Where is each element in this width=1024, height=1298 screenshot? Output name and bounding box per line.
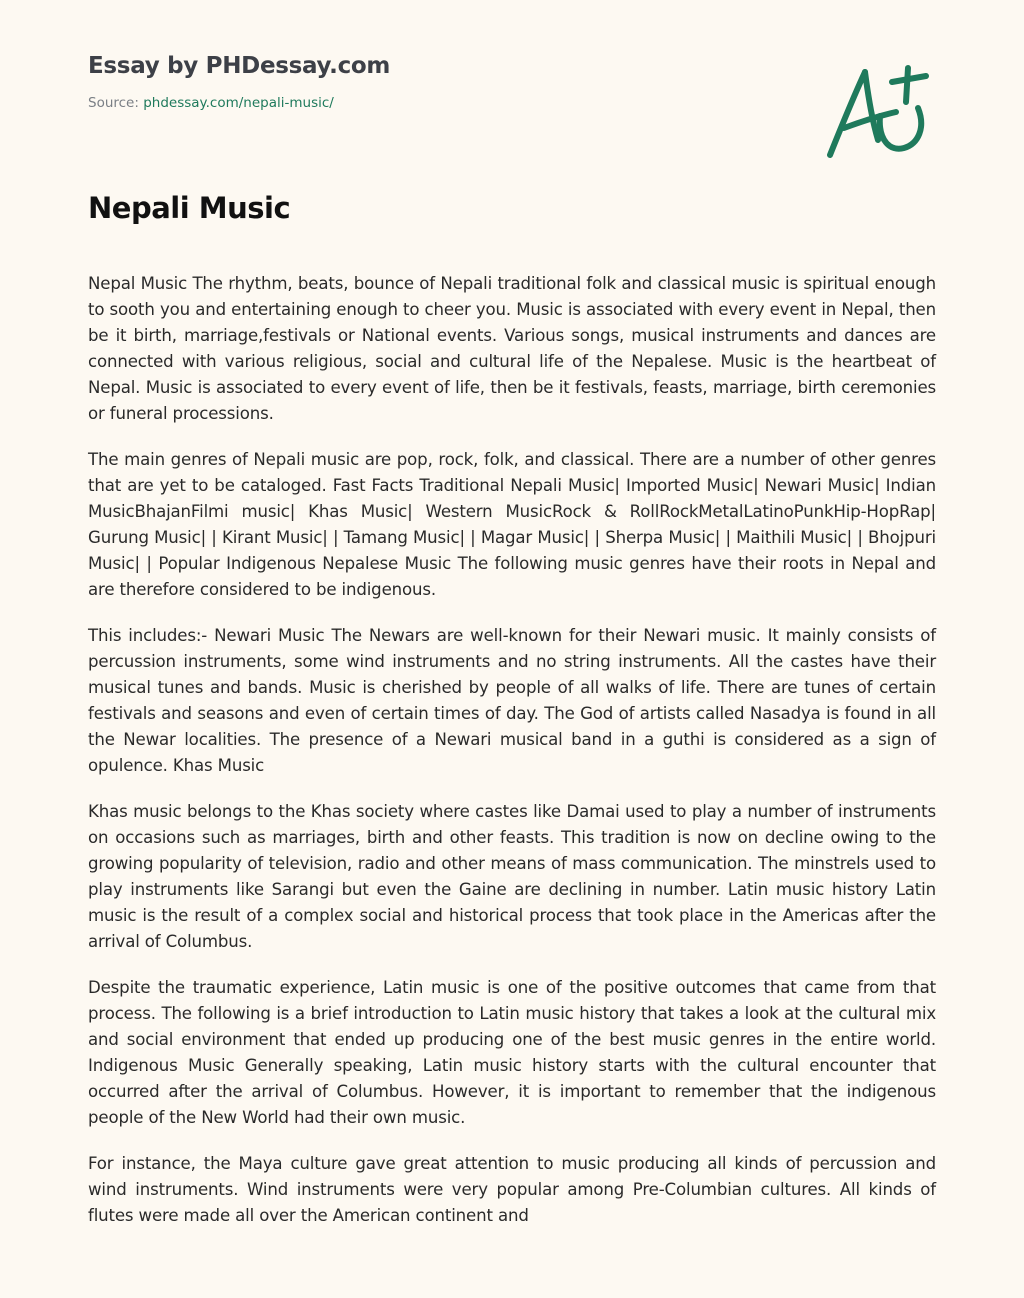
essay-paragraph: Despite the traumatic experience, Latin music is one of the positive outcomes that came from that process. The following is a brief introduction to Latin music history that takes a look at the cultural mix and social environment that ended up producing one of the best music genres in the entire world. Indigenous Music Generally speaking, Latin music history starts with the cultural encounter that occurred after the arrival of Columbus. However, it is important to remember that the indigenous people of the New World had their own music. [88, 978, 936, 1127]
essay-body [88, 271, 936, 1249]
a-plus-grade-icon [820, 60, 940, 165]
source-label: Source: [88, 95, 144, 111]
essay-paragraph: Nepal Music The rhythm, beats, bounce of Nepali traditional folk and classical music is spiritual enough to sooth you and entertaining enough to cheer you. Music is associated with every event in Nepal, then be it birth, marriage,festivals or National events. Various songs, musical instruments and dances are connected with various religious, social and cultural life of the Nepalese. Music is the heartbeat of Nepal. Music is associated to every event of life, then be it festivals, feasts, marriage, birth ceremonies or funeral processions. [88, 274, 936, 423]
essay-paragraph: Khas music belongs to the Khas society where castes like Damai used to play a number of instruments on occasions such as marriages, birth and other feasts. This tradition is now on decline owing to the growing popularity of television, radio and other means of mass communication. The minstrels used to play instruments like Sarangi but even the Gaine are declining in number. Latin music history Latin music is the result of a complex social and historical process that took place in the Americas after the arrival of Columbus. [88, 802, 936, 951]
site-header [88, 50, 948, 112]
page-title: Nepali Music [88, 191, 291, 225]
essay-paragraph: For instance, the Maya culture gave great attention to music producing all kinds of percussion and wind instruments. Wind instruments were very popular among Pre-Columbian cultures. All kinds of flutes were made all over the American continent and [88, 1154, 936, 1225]
site-title: Essay by PHDessay.com [88, 53, 391, 79]
source-link[interactable]: phdessay.com/nepali-music/ [143, 95, 334, 111]
essay-paragraph: The main genres of Nepali music are pop, rock, folk, and classical. There are a number of other genres that are yet to be cataloged. Fast Facts Traditional Nepali Music| Imported Music| Newari Music| Indian MusicBhajanFilmi music| Khas Music| Western MusicRock & RollRockMetalLatinoPunkHip-HopRap| Gurung Music| | Kirant Music| | Tamang Music| | Magar Music| | Sherpa Music| | Maithili Music| | Bhojpuri Music| | Popular Indigenous Nepalese Music The following music genres have their roots in Nepal and are therefore considered to be indigenous. [88, 450, 936, 599]
source-line [88, 94, 948, 112]
essay-paragraph: This includes:- Newari Music The Newars are well-known for their Newari music. It mainly consists of percussion instruments, some wind instruments and no string instruments. All the castes have their musical tunes and bands. Music is cherished by people of all walks of life. There are tunes of certain festivals and seasons and even of certain times of day. The God of artists called Nasadya is found in all the Newar localities. The presence of a Newari musical band in a guthi is considered as a sign of opulence. Khas Music [88, 626, 936, 775]
